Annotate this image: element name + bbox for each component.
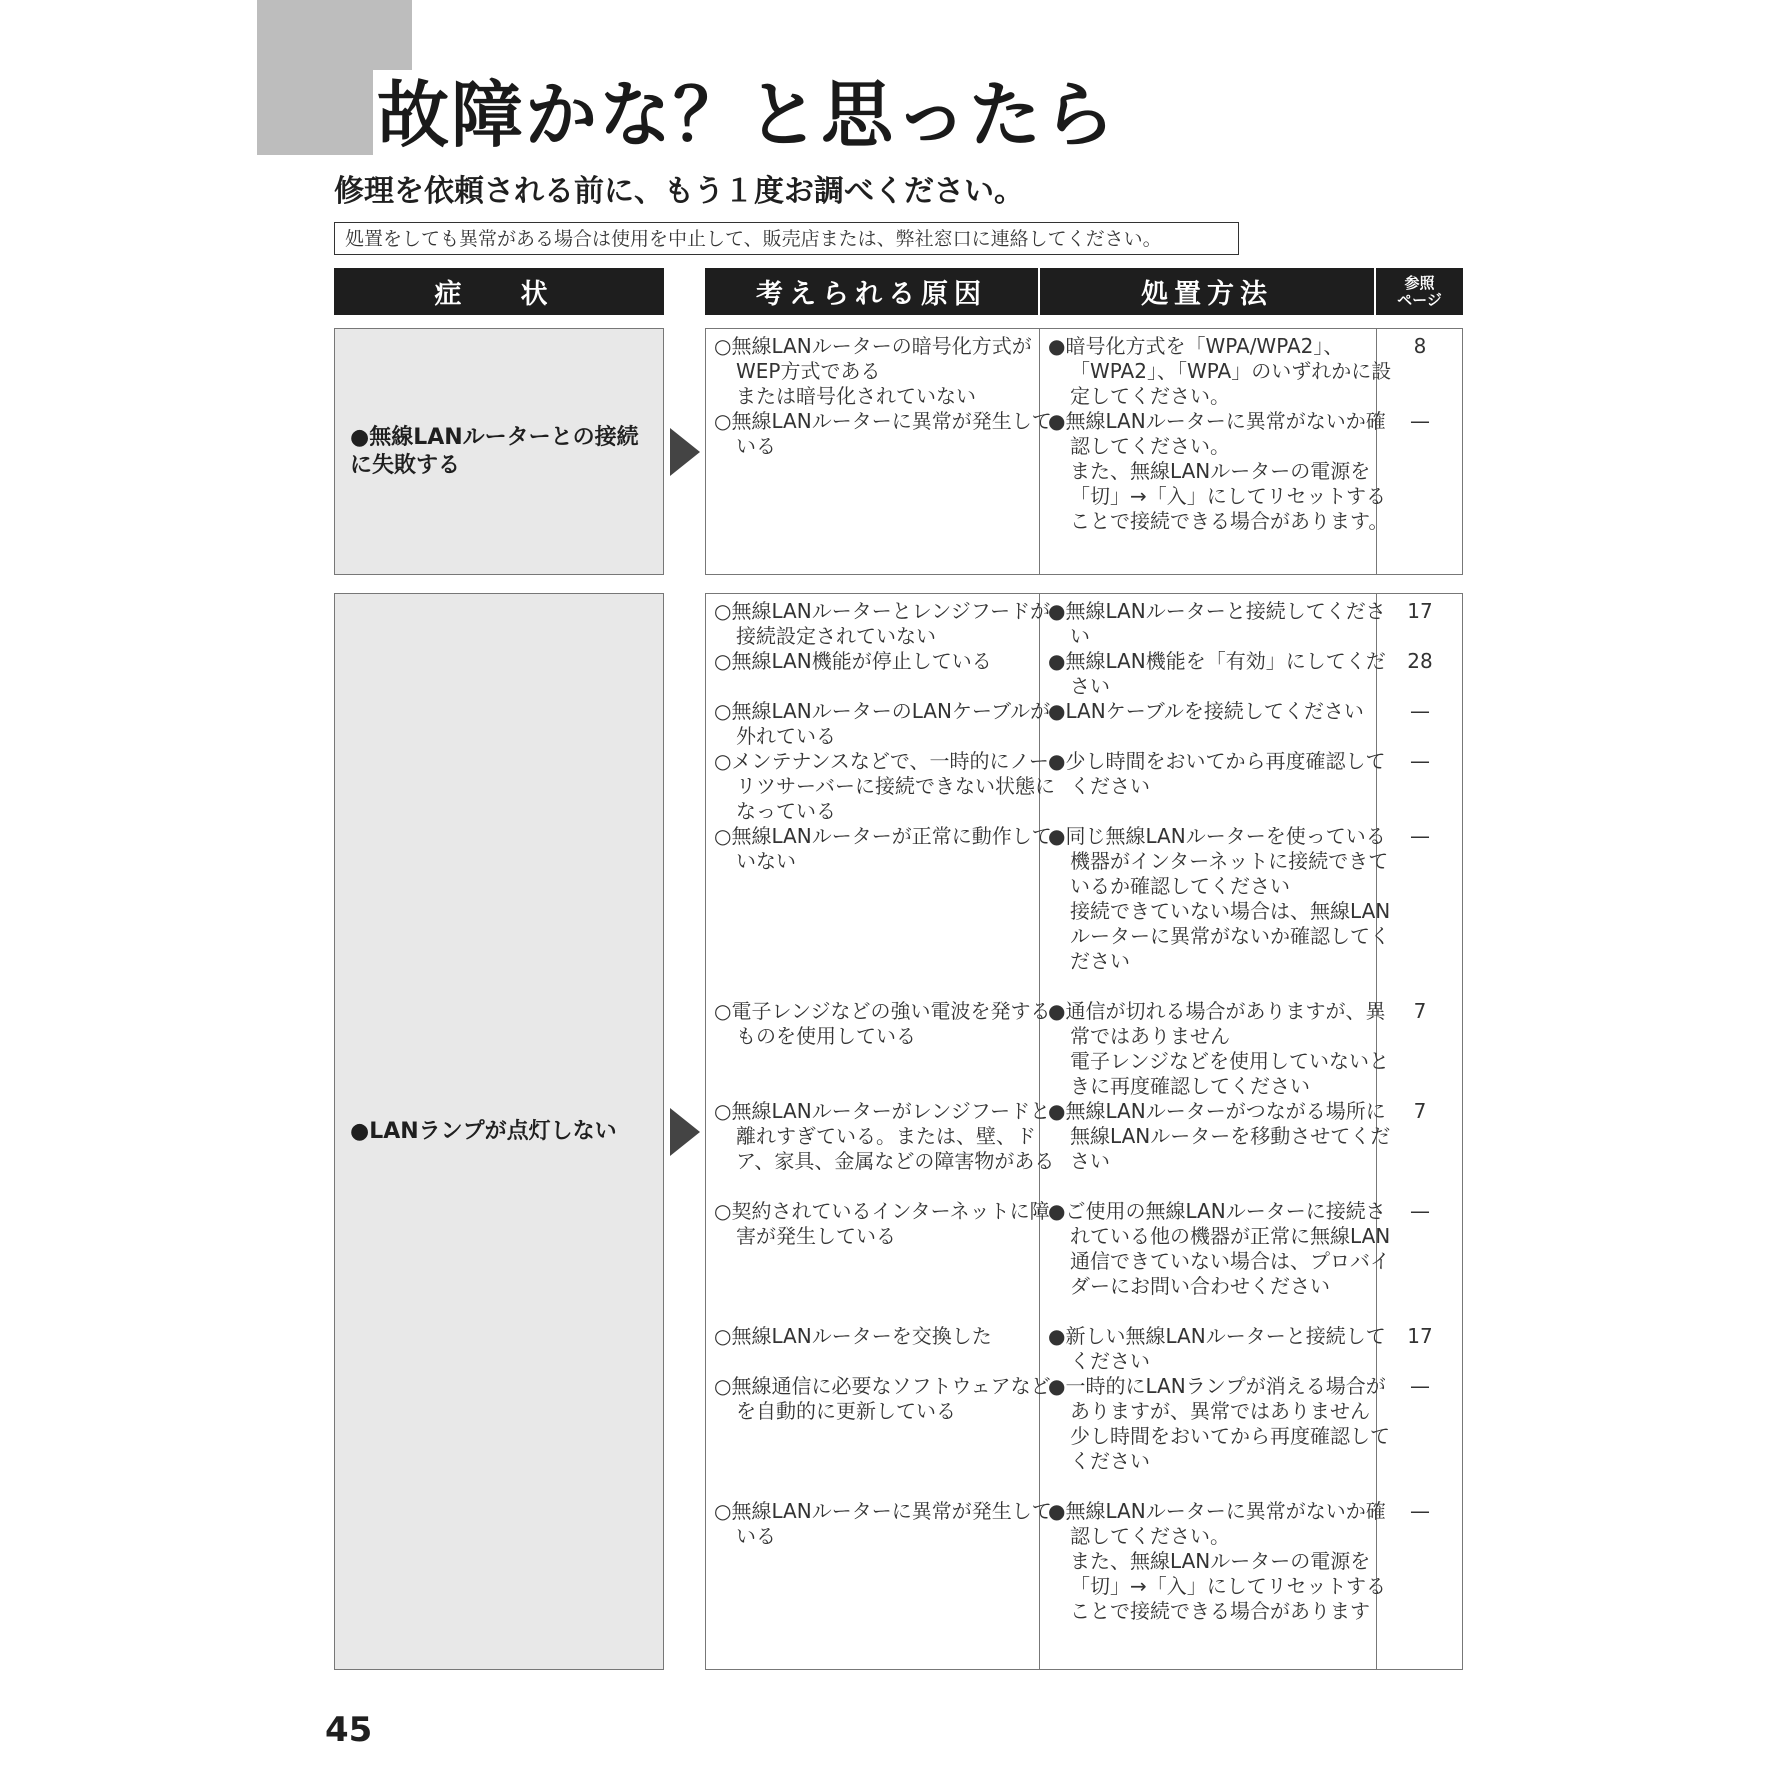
- reference-page: —: [1410, 1374, 1430, 1398]
- symptom-label: ●LANランプが点灯しない: [350, 1118, 617, 1144]
- reference-page: 17: [1407, 1324, 1433, 1348]
- cause-text: ○無線LANルーターに異常が発生している: [714, 409, 1052, 458]
- cause-text: ○電子レンジなどの強い電波を発するものを使用している: [714, 999, 1051, 1048]
- page-title: 故障かな？と思ったら: [373, 70, 1123, 160]
- cause-text: ○無線LANルーターのLANケーブルが外れている: [714, 699, 1051, 748]
- reference-page: 8: [1413, 334, 1427, 358]
- arrow-icon: [670, 1108, 700, 1156]
- remedy-text: ●無線LANルーターに異常がないか確認してください。 また、無線LANルーターの電源を「切」→「入」にしてリセットすることで接続できる場合があります: [1048, 1499, 1386, 1623]
- cause-text: ○契約されているインターネットに障害が発生している: [714, 1199, 1050, 1248]
- cause-text: ○無線通信に必要なソフトウェアなどを自動的に更新している: [714, 1374, 1051, 1423]
- cause-remedy-table: [705, 593, 1463, 1670]
- symptom-label: ●無線LANルーターとの接続 に失敗する: [350, 424, 683, 478]
- cause-text: ○無線LANルーターとレンジフードが接続設定されていない: [714, 599, 1051, 648]
- reference-page: —: [1410, 824, 1430, 848]
- header-remedy: 処置方法: [1040, 268, 1374, 315]
- remedy-text: ●無線LANルーターに異常がないか確認してください。 また、無線LANルーターの電源を「切」→「入」にしてリセットすることで接続できる場合があります。: [1048, 409, 1389, 533]
- remedy-text: ●少し時間をおいてから再度確認してください: [1048, 749, 1386, 798]
- remedy-text: ●一時的にLANランプが消える場合がありますが、異常ではありません 少し時間をおいてから再度確認してください: [1048, 1374, 1390, 1473]
- page-subtitle: 修理を依頼される前に、もう１度お調べください。: [334, 174, 1024, 209]
- reference-page: —: [1410, 1499, 1430, 1523]
- header-cause: 考えられる原因: [705, 268, 1038, 315]
- cause-remedy-table: [705, 328, 1463, 575]
- cause-text: ○無線LANルーターが正常に動作していない: [714, 824, 1052, 873]
- reference-page: 7: [1413, 1099, 1427, 1123]
- reference-page: —: [1410, 409, 1430, 433]
- remedy-text: ●新しい無線LANルーターと接続してください: [1048, 1324, 1386, 1373]
- cause-text: ○無線LANルーターに異常が発生している: [714, 1499, 1052, 1548]
- remedy-text: ●同じ無線LANルーターを使っている機器がインターネットに接続できているか確認してください 接続できていない場合は、無線LANルーターに異常がないか確認してください: [1048, 824, 1391, 973]
- remedy-text: ●ご使用の無線LANルーターに接続されている他の機器が正常に無線LAN通信できていない場合は、プロバイダーにお問い合わせください: [1048, 1199, 1391, 1298]
- remedy-text: ●LANケーブルを接続してください: [1048, 699, 1364, 723]
- arrow-icon: [670, 428, 700, 476]
- remedy-text: ●暗号化方式を「WPA/WPA2」、「WPA2」、「WPA」のいずれかに設定してください。: [1048, 334, 1392, 408]
- header-reference-page: 参照 ページ: [1376, 268, 1463, 315]
- cause-text: ○無線LAN機能が停止している: [714, 649, 992, 673]
- remedy-text: ●無線LANルーターと接続してください: [1048, 599, 1386, 648]
- cause-text: ○メンテナンスなどで、一時的にノーリツサーバーに接続できない状態になっている: [714, 749, 1055, 823]
- reference-page: 7: [1413, 999, 1427, 1023]
- cause-text: ○無線LANルーターがレンジフードと離れすぎている。または、壁、ドア、家具、金属などの障害物がある: [714, 1099, 1055, 1173]
- reference-page: 28: [1407, 649, 1433, 673]
- remedy-text: ●通信が切れる場合がありますが、異常ではありません 電子レンジなどを使用していないときに再度確認してください: [1048, 999, 1389, 1098]
- remedy-text: ●無線LAN機能を「有効」にしてください: [1048, 649, 1386, 698]
- symptom-box: [334, 593, 664, 1670]
- symptom-box: [334, 328, 683, 575]
- header-symptom: 症 状: [334, 268, 664, 315]
- reference-page: 17: [1407, 599, 1433, 623]
- reference-page: —: [1410, 699, 1430, 723]
- remedy-text: ●無線LANルーターがつながる場所に無線LANルーターを移動させてください: [1048, 1099, 1391, 1173]
- notice-box: 処置をしても異常がある場合は使用を中止して、販売店または、弊社窓口に連絡してください。: [334, 222, 1239, 255]
- reference-page: —: [1410, 749, 1430, 773]
- cause-text: ○無線LANルーターの暗号化方式がWEP方式である または暗号化されていない: [714, 334, 1032, 408]
- page-number: 45: [325, 1710, 373, 1750]
- reference-page: —: [1410, 1199, 1430, 1223]
- cause-text: ○無線LANルーターを交換した: [714, 1324, 992, 1348]
